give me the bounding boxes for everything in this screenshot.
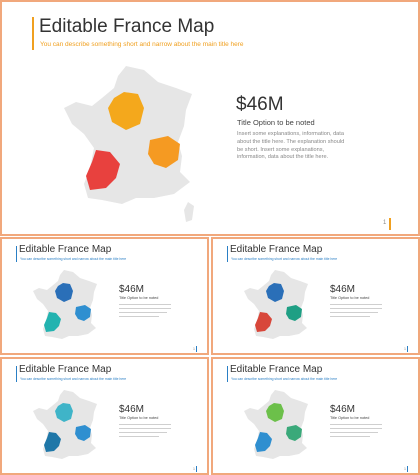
slide-thumb-3[interactable] [0,357,209,475]
slide-subtitle: You can describe something short and narrow about the main title here [20,257,127,261]
page-accent-bar [196,466,197,472]
desc-line [330,436,370,437]
france-map [243,269,313,349]
slide-title: Editable France Map [39,16,215,37]
slide-subtitle: You can describe something short and narrow about the main title here [231,377,338,381]
price-value: $46M [119,284,145,295]
price-value: $46M [119,404,145,415]
slide-subtitle: You can describe something short and narrow about the main title here [20,377,127,381]
desc-line [119,428,171,429]
title-accent-bar [16,366,17,382]
page-number: 1 [404,347,406,351]
page-accent-bar [407,466,408,472]
desc-line [330,304,382,305]
slide-subtitle: You can describe something short and narrow about the main title here [40,41,244,48]
desc-line [330,432,378,433]
slide-title: Editable France Map [230,244,323,255]
desc-line [119,316,159,317]
desc-line [119,312,167,313]
slide-thumb-4[interactable] [211,357,420,475]
france-map [243,389,313,469]
slide-thumb-1[interactable] [0,237,209,355]
option-description: Insert some explanations, information, data about the title here. The explanation should be short. Insert some explanations, information, data about the title here. [237,131,345,161]
desc-line [330,428,382,429]
france-map [62,64,202,224]
desc-line [119,436,159,437]
desc-line [330,424,382,425]
price-value: $46M [330,404,356,415]
option-title: Title Option to be noted [119,296,159,300]
option-title: Title Option to be noted [119,416,159,420]
page-number: 1 [193,467,195,471]
title-accent-bar [227,246,228,262]
page-accent-bar [389,218,391,230]
page-number: 1 [404,467,406,471]
desc-line [119,424,171,425]
title-accent-bar [16,246,17,262]
france-map [32,389,102,469]
price-value: $46M [330,284,356,295]
option-title: Title Option to be noted [330,416,370,420]
desc-line [330,308,382,309]
slide-main[interactable] [0,0,420,236]
title-accent-bar [227,366,228,382]
page-accent-bar [196,346,197,352]
desc-line [330,312,378,313]
slide-subtitle: You can describe something short and narrow about the main title here [231,257,338,261]
desc-line [330,316,370,317]
desc-line [119,304,171,305]
page-number: 1 [193,347,195,351]
option-title: Title Option to be noted [237,118,315,127]
title-accent-bar [32,17,34,50]
slide-title: Editable France Map [19,244,112,255]
option-title: Title Option to be noted [330,296,370,300]
slide-title: Editable France Map [19,364,112,375]
france-map [32,269,102,349]
desc-line [119,308,171,309]
france-outline [64,66,192,204]
page-accent-bar [407,346,408,352]
slide-thumb-2[interactable] [211,237,420,355]
price-value: $46M [236,94,284,115]
desc-line [119,432,167,433]
corsica-island [184,202,194,222]
slide-title: Editable France Map [230,364,323,375]
page-number: 1 [383,220,387,226]
